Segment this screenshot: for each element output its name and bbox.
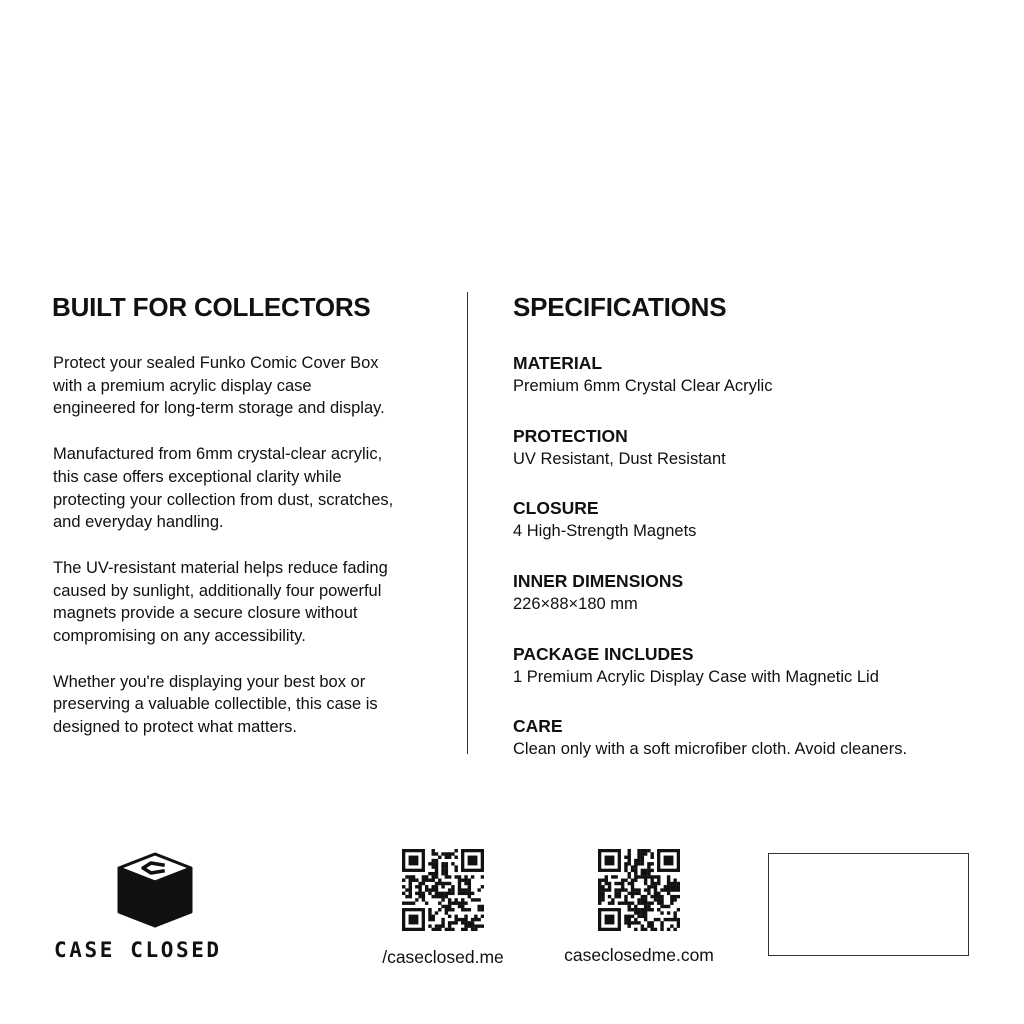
qr-social [363, 849, 523, 968]
about-heading: BUILT FOR COLLECTORS [52, 292, 371, 322]
spec-value: 1 Premium Acrylic Display Case with Magnetic Lid [513, 667, 879, 686]
spec-label: CARE [513, 716, 563, 737]
spec-value: Premium 6mm Crystal Clear Acrylic [513, 377, 773, 395]
brand-logo [54, 852, 254, 964]
cube-logo-icon [117, 852, 193, 928]
spec-item [513, 570, 993, 643]
website-url: caseclosedme.com [564, 945, 714, 965]
brand-name: CASE CLOSED [54, 938, 222, 962]
spec-list [513, 352, 993, 788]
about-paragraph: Whether you're displaying your best box or preserving a valuable collectible, this case is designed to protect what matters. [53, 672, 378, 737]
qr-code-icon [598, 849, 680, 931]
spec-label: MATERIAL [513, 353, 603, 373]
qr-code-icon [402, 849, 484, 931]
about-paragraph: Protect your sealed Funko Comic Cover Box with a premium acrylic display case engineered for long-term storage and display. [53, 354, 385, 418]
specifications-heading: SPECIFICATIONS [513, 292, 727, 322]
spec-label: PACKAGE INCLUDES [513, 643, 694, 664]
spec-item [513, 497, 993, 570]
about-section [53, 292, 398, 762]
social-handle: /caseclosed.me [382, 947, 504, 967]
column-divider [467, 292, 468, 754]
spec-item [513, 425, 993, 498]
qr-website [549, 849, 729, 966]
spec-label: PROTECTION [513, 425, 628, 446]
spec-item [513, 643, 993, 716]
spec-value: 4 High-Strength Magnets [513, 522, 697, 541]
specifications-section [513, 292, 993, 788]
spec-label: CLOSURE [513, 498, 599, 519]
blank-label-box [768, 853, 969, 956]
spec-value: UV Resistant, Dust Resistant [513, 449, 726, 468]
spec-label: INNER DIMENSIONS [513, 571, 684, 592]
spec-value: 226×88×180 mm [513, 595, 638, 614]
about-paragraphs [53, 352, 398, 739]
spec-value: Clean only with a soft microfiber cloth. Avoid cleaners. [513, 740, 908, 759]
about-paragraph: The UV-resistant material helps reduce fading caused by sunlight, additionally four powerful magnets provide a secure closure without compromising on any accessibility. [53, 558, 388, 646]
about-paragraph: Manufactured from 6mm crystal-clear acrylic, this case offers exceptional clarity while protecting your collection from dust, scratches, and everyday handling. [53, 445, 394, 532]
spec-item [513, 352, 993, 425]
spec-item [513, 715, 993, 788]
